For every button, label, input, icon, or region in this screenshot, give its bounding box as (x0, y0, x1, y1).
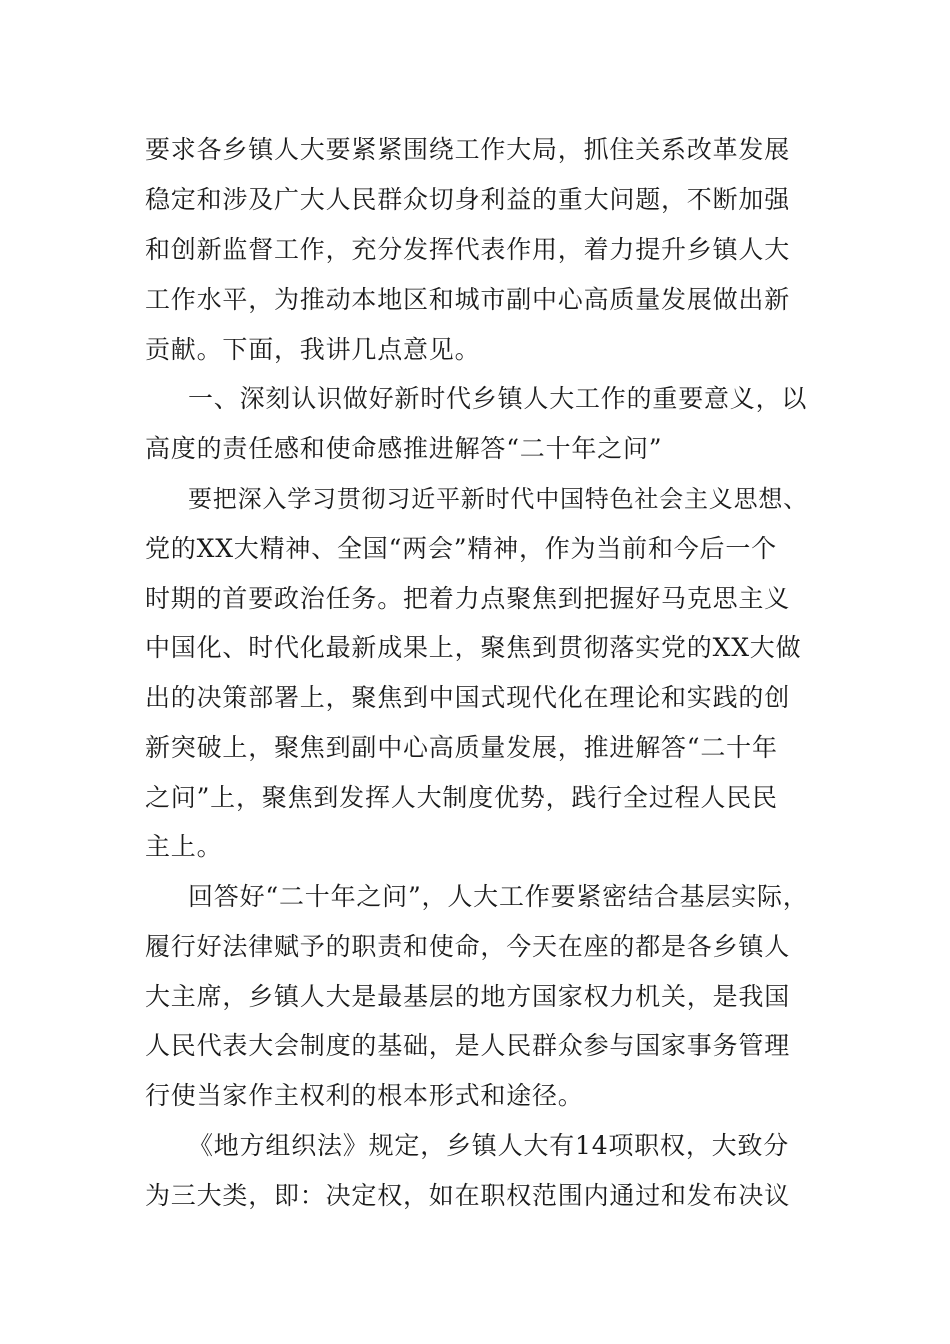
section-heading-line: 一、深刻认识做好新时代乡镇人大工作的重要意义，以 (188, 384, 808, 413)
text-line: 主上。 (145, 832, 223, 861)
text-line: 回答好“二十年之问”，人大工作要紧密结合基层实际， (188, 882, 809, 911)
text-line: 时期的首要政治任务。把着力点聚焦到把握好马克思主义 (145, 584, 791, 613)
text-line: 和创新监督工作，充分发挥代表作用，着力提升乡镇人大 (145, 235, 791, 264)
section-heading-line: 高度的责任感和使命感推进解答“二十年之问” (145, 434, 663, 463)
text-line: 新突破上，聚焦到副中心高质量发展，推进解答“二十年 (145, 733, 778, 762)
text-line: 人民代表大会制度的基础，是人民群众参与国家事务管理 (145, 1031, 791, 1060)
text-line: 履行好法律赋予的职责和使命，今天在座的都是各乡镇人 (145, 932, 791, 961)
text-line: 出的决策部署上，聚焦到中国式现代化在理论和实践的创 (145, 683, 791, 712)
text-line: 为三大类，即：决定权，如在职权范围内通过和发布决议 (145, 1181, 791, 1210)
text-line: 党的XX大精神、全国“两会”精神，作为当前和今后一个 (145, 534, 777, 563)
text-line: 大主席，乡镇人大是最基层的地方国家权力机关，是我国 (145, 982, 791, 1011)
text-line: 工作水平，为推动本地区和城市副中心高质量发展做出新 (145, 285, 791, 314)
text-line: 贡献。下面，我讲几点意见。 (145, 335, 481, 364)
text-line: 要把深入学习贯彻习近平新时代中国特色社会主义思想、 (188, 485, 808, 513)
text-line: 要求各乡镇人大要紧紧围绕工作大局，抓住关系改革发展 (145, 135, 791, 164)
text-line: 行使当家作主权利的根本形式和途径。 (145, 1081, 584, 1110)
text-line: 稳定和涉及广大人民群众切身利益的重大问题，不断加强 (145, 185, 791, 214)
text-line: 《地方组织法》规定，乡镇人大有14项职权，大致分 (188, 1131, 790, 1160)
text-line: 之问”上，聚焦到发挥人大制度优势，践行全过程人民民 (145, 783, 778, 812)
text-line: 中国化、时代化最新成果上，聚焦到贯彻落实党的XX大做 (145, 633, 802, 662)
